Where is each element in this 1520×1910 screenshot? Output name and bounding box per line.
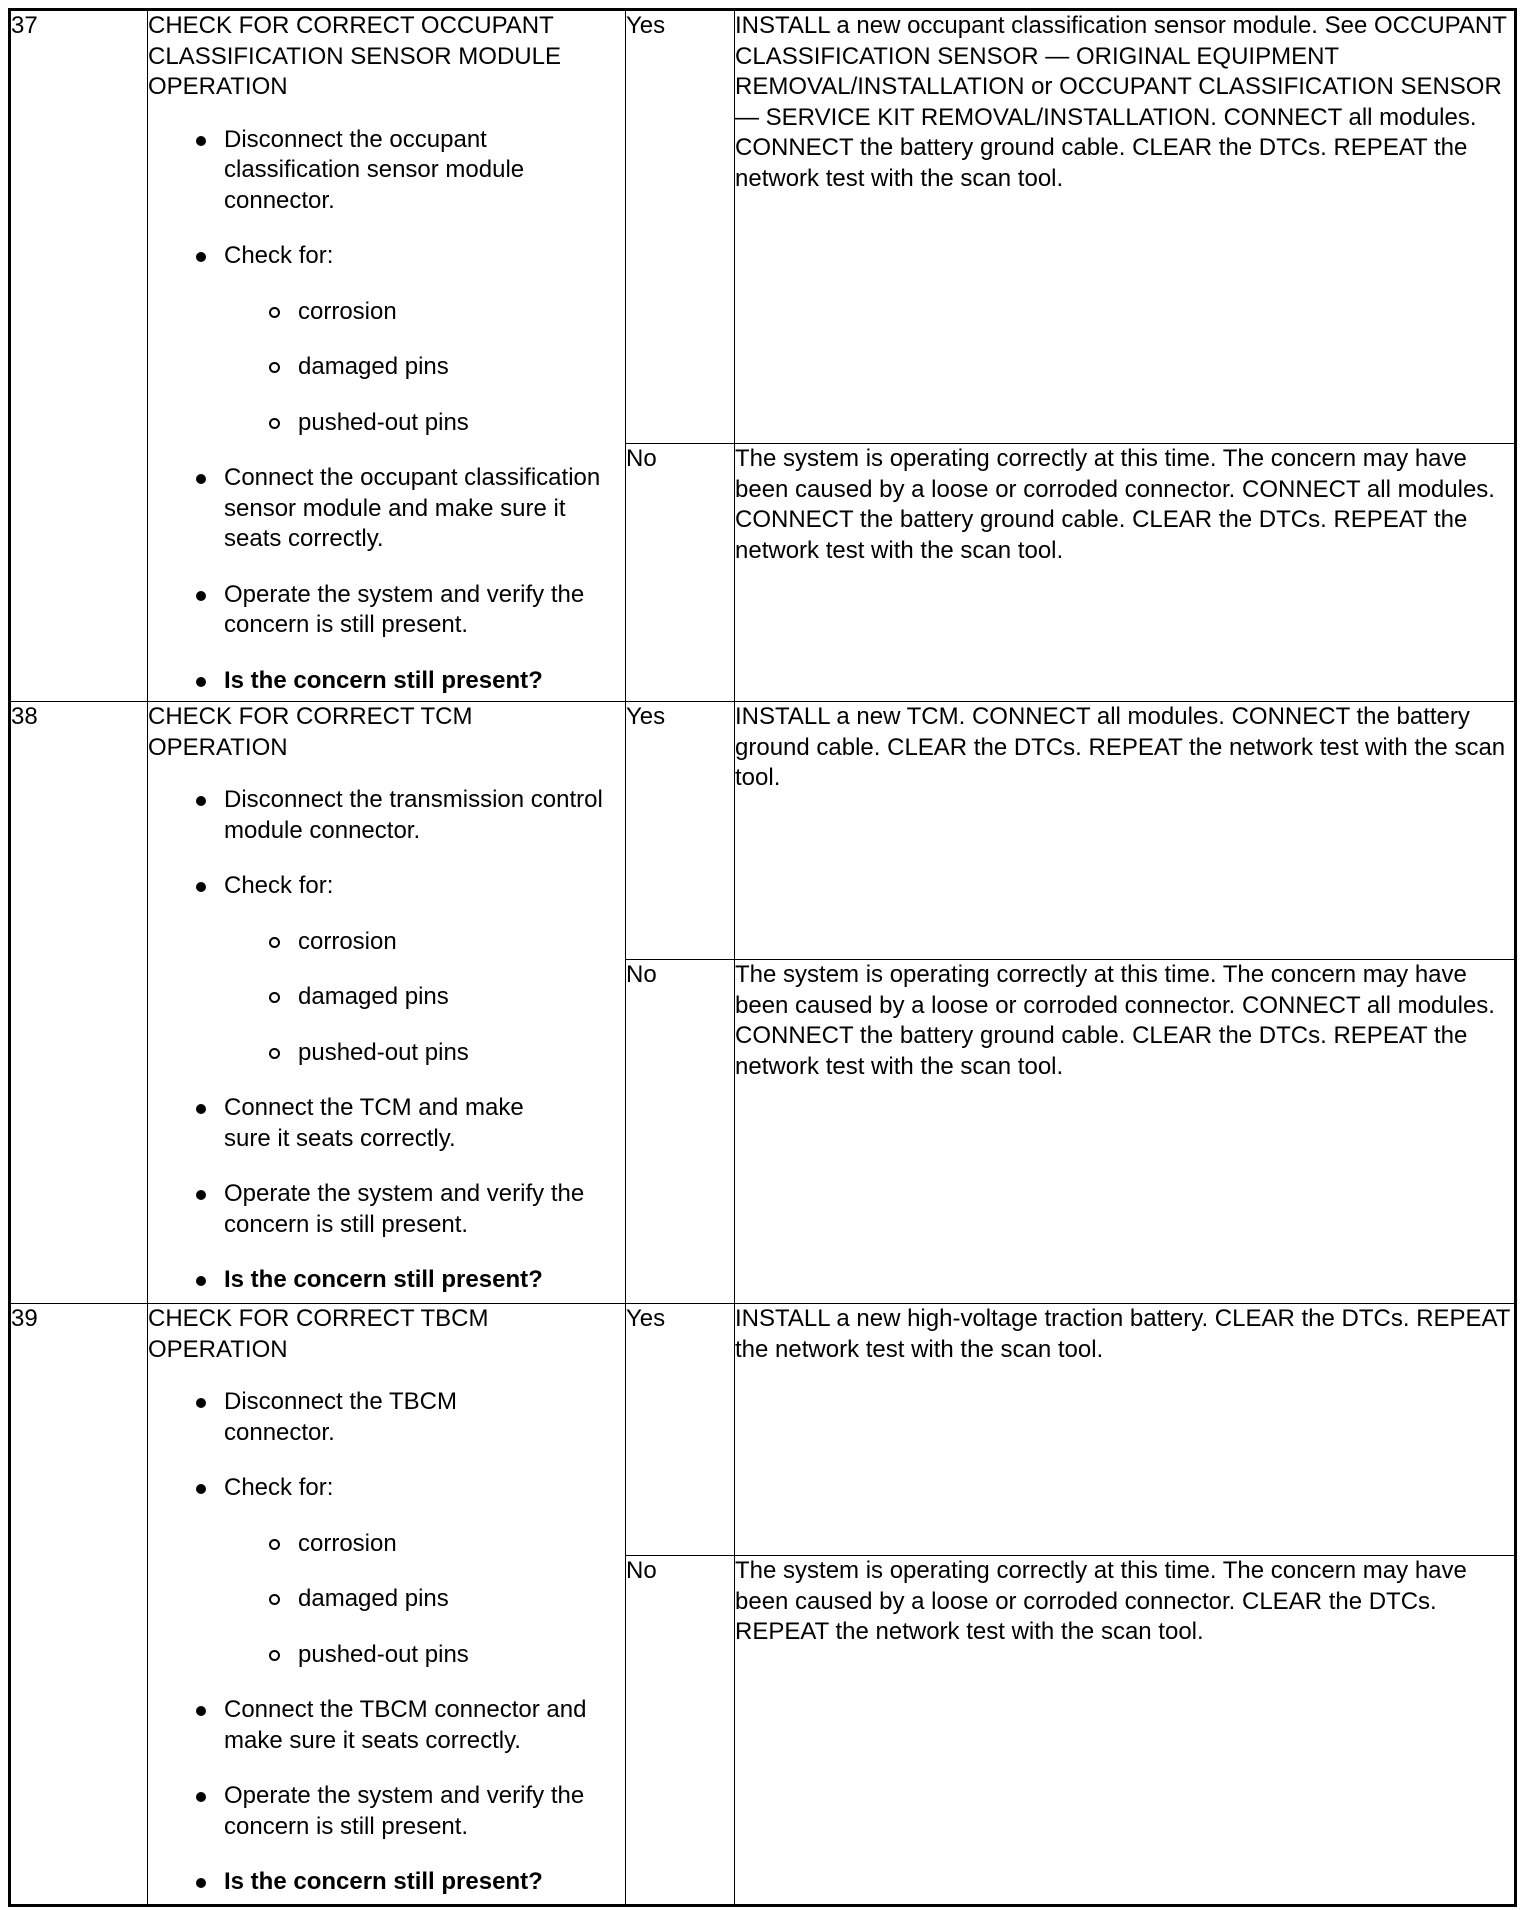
step-item: Connect the TCM and make sure it seats correctly. (148, 1093, 625, 1154)
step-number: 39 (10, 1304, 148, 1906)
step-list (148, 125, 625, 697)
step-action (148, 10, 626, 702)
step-question: Is the concern still present? (148, 1265, 625, 1296)
step-item: Disconnect the TBCM connector. (148, 1387, 625, 1448)
step-number: 38 (10, 702, 148, 1304)
step-question: Is the concern still present? (148, 666, 625, 697)
step-item: Operate the system and verify the concern is still present. (148, 1781, 625, 1842)
step-list (148, 1387, 625, 1898)
step-question: Is the concern still present? (148, 1867, 625, 1898)
check-item: corrosion (148, 1529, 625, 1560)
yes-action: INSTALL a new high-voltage traction battery. CLEAR the DTCs. REPEAT the network test with the scan tool. (735, 1304, 1516, 1556)
check-item: damaged pins (148, 1584, 625, 1615)
check-item: pushed-out pins (148, 408, 625, 439)
yes-label: Yes (626, 10, 735, 444)
step-action (148, 1304, 626, 1906)
no-action: The system is operating correctly at this time. The concern may have been caused by a loose or corroded connector. CLEAR the DTCs. REPEAT the network test with the scan tool. (735, 1556, 1516, 1906)
test-step-37-yes-row (10, 10, 1516, 444)
step-action (148, 702, 626, 1304)
no-action: The system is operating correctly at this time. The concern may have been caused by a loose or corroded connector. CONNECT all modules. CONNECT the battery ground cable. CLEAR the DTCs. REPEAT the network test with the scan tool. (735, 960, 1516, 1304)
step-number: 37 (10, 10, 148, 702)
step-item: Check for: corrosion damaged pins pushed-out pins (148, 1473, 625, 1670)
test-step-38-yes-row (10, 702, 1516, 960)
step-list (148, 785, 625, 1296)
step-item: Disconnect the transmission control module connector. (148, 785, 625, 846)
pinpoint-test-table (8, 8, 1517, 1907)
yes-action: INSTALL a new TCM. CONNECT all modules. CONNECT the battery ground cable. CLEAR the DTCs. REPEAT the network test with the scan tool. (735, 702, 1516, 960)
check-item: pushed-out pins (148, 1038, 625, 1069)
check-item: damaged pins (148, 982, 625, 1013)
step-heading: CHECK FOR CORRECT TCM OPERATION (148, 703, 473, 761)
step-item: Check for: corrosion damaged pins pushed-out pins (148, 241, 625, 438)
no-label: No (626, 1556, 735, 1906)
check-item: corrosion (148, 297, 625, 328)
no-action: The system is operating correctly at this time. The concern may have been caused by a loose or corroded connector. CONNECT all modules. CONNECT the battery ground cable. CLEAR the DTCs. REPEAT the network test with the scan tool. (735, 444, 1516, 702)
step-item: Connect the TBCM connector and make sure it seats correctly. (148, 1695, 625, 1756)
check-list (148, 1529, 625, 1671)
yes-label: Yes (626, 702, 735, 960)
yes-action: INSTALL a new occupant classification sensor module. See OCCUPANT CLASSIFICATION SENSOR — ORIGINAL EQUIPMENT REMOVAL/INSTALLATION or OCCUPANT CLASSIFICATION SENSOR — SERVICE KIT REMOVAL/INSTALLATION. CONNECT all modules. CONNECT the battery ground cable. CLEAR the DTCs. REPEAT the network test with the scan tool. (735, 10, 1516, 444)
no-label: No (626, 960, 735, 1304)
check-item: damaged pins (148, 352, 625, 383)
check-list (148, 297, 625, 439)
step-item: Operate the system and verify the concern is still present. (148, 1179, 625, 1240)
yes-label: Yes (626, 1304, 735, 1556)
check-list (148, 927, 625, 1069)
test-step-39-yes-row (10, 1304, 1516, 1556)
step-item: Disconnect the occupant classification sensor module connector. (148, 125, 625, 217)
step-heading: CHECK FOR CORRECT OCCUPANT CLASSIFICATION SENSOR MODULE OPERATION (148, 12, 561, 100)
check-item: corrosion (148, 927, 625, 958)
step-item: Check for: corrosion damaged pins pushed-out pins (148, 871, 625, 1068)
step-heading: CHECK FOR CORRECT TBCM OPERATION (148, 1305, 489, 1363)
step-item: Operate the system and verify the concern is still present. (148, 580, 625, 641)
no-label: No (626, 444, 735, 702)
step-item: Connect the occupant classification sensor module and make sure it seats correctly. (148, 463, 625, 555)
check-item: pushed-out pins (148, 1640, 625, 1671)
